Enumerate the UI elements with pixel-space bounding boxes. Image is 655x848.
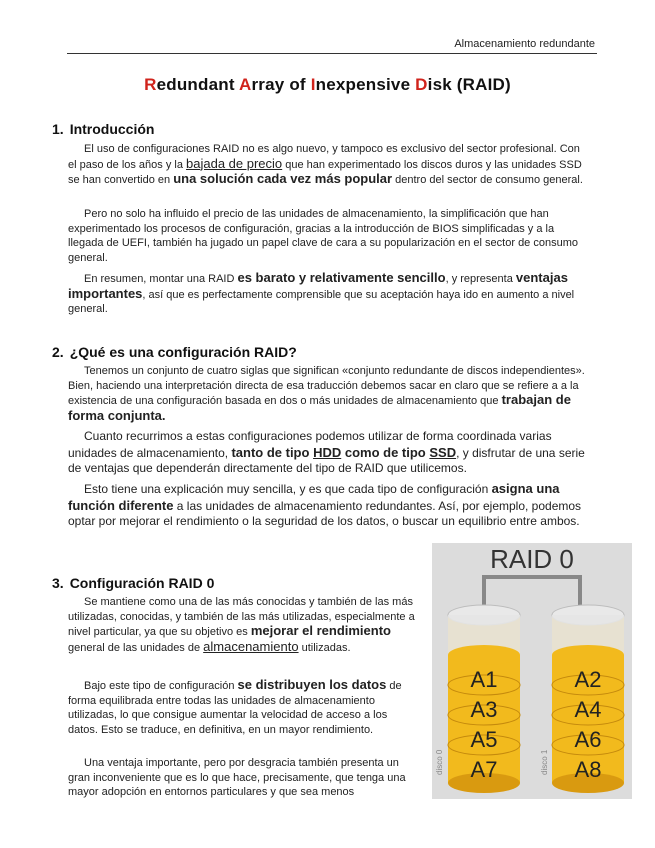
text-run: Esto tiene una explicación muy sencilla, y es que cada tipo de configuración — [84, 482, 492, 496]
paragraph — [68, 207, 590, 265]
text-run: En resumen, montar una RAID — [84, 273, 238, 285]
section-heading: 2. ¿Qué es una configuración RAID? — [52, 344, 297, 360]
block-label: A4 — [574, 697, 602, 722]
disk-label: disco 0 — [435, 749, 444, 775]
underlined-text: almacenamiento — [203, 638, 299, 654]
paragraph — [68, 142, 590, 188]
header-rule — [67, 53, 597, 54]
paragraph — [68, 271, 590, 317]
emphasis: ventajas importantes — [68, 270, 568, 301]
text-run: a las unidades de almacenamiento redundantes. Así, por ejemplo, podemos optar por mejorar el rendimiento o la seguridad de los datos, o buscar un equilibrio entre ambos. — [68, 498, 582, 529]
raid0-diagram — [432, 543, 632, 799]
title-initial: R — [144, 75, 157, 94]
block-label: A7 — [470, 757, 498, 782]
figure-title: RAID 0 — [490, 544, 574, 574]
block-label: A5 — [470, 727, 498, 752]
text-run: que han experimentado los discos duros y las unidades SSD se han convertido en — [68, 158, 582, 187]
emphasis: SSD — [429, 444, 457, 460]
section-heading: 3. Configuración RAID 0 — [52, 575, 215, 591]
title-initial: A — [238, 75, 252, 94]
title-text: isk (RAID) — [427, 75, 511, 94]
title-initial: D — [415, 75, 428, 94]
disk-1 — [540, 605, 624, 793]
block-label: A2 — [574, 667, 602, 692]
block-label: A6 — [574, 727, 602, 752]
disk-label: disco 1 — [540, 749, 549, 775]
emphasis: tanto de tipo — [231, 444, 314, 460]
text-run: Una ventaja importante, pero por desgracia también presenta un gran inconveniente que es lo que hace, precisamente, que tenga una mayor adopción en entornos particulares y que sea menos — [68, 757, 406, 799]
emphasis: como de tipo — [341, 444, 430, 460]
paragraph — [68, 756, 420, 800]
section-heading: 1. Introducción — [52, 121, 155, 137]
text-run: Se mantiene como una de las más conocidas y también de las más utilizadas, conocidas, y también de las más utilizadas, especialmente a nivel particular, ya que su objetivo es — [68, 596, 415, 639]
text-run: Bajo este tipo de configuración — [84, 680, 238, 692]
text-run: Cuanto recurrimos a estas configuraciones podemos utilizar de forma coordinada varias unidades de almacenamiento, — [68, 429, 552, 460]
block-label: A8 — [574, 757, 602, 782]
emphasis: una solución cada vez más popular — [173, 171, 393, 187]
disk-stripe — [552, 645, 624, 665]
emphasis: trabajan de forma conjunta. — [68, 392, 571, 423]
title-initial: I — [310, 75, 316, 94]
paragraph — [68, 429, 590, 477]
text-run: Tenemos un conjunto de cuatro siglas que significan «conjunto redundante de discos independientes». Bien, haciendo una interpretación directa de esa traducción debemos sacar en claro que se refiere a a la existencia de una configuración basada en dos o más unidades de almacenamiento que — [68, 365, 585, 408]
text-run: , así que es perfectamente comprensible que su aceptación haya ido en aumento a nivel general. — [68, 288, 575, 316]
text-run: El uso de configuraciones RAID no es algo nuevo, y tampoco es exclusivo del sector profesional. Con el paso de los años y la — [68, 143, 580, 171]
emphasis: asigna una función diferente — [68, 481, 560, 513]
page-header-text: Almacenamiento redundante — [454, 38, 595, 50]
paragraph — [68, 595, 420, 655]
block-label: A1 — [470, 667, 498, 692]
disk-stripe — [448, 645, 520, 665]
text-run: de forma equilibrada entre todas las unidades de almacenamiento utilizadas, lo que consigue aumentar la velocidad de acceso a los datos. Esto se traduce, en definitiva, en un mayor rendimiento. — [68, 680, 402, 736]
emphasis: se distribuyen los datos — [237, 677, 387, 692]
underlined-text: bajada de precio — [186, 155, 283, 171]
text-run: Pero no solo ha influido el precio de las unidades de almacenamiento, la simplificación que han experimentado los procesos de configuración, gracias a la introducción de BIOS simplificadas y a la llegada de UEFI, también ha jugado un papel clave de cara a su popularización en el sector de consumo general. — [68, 208, 578, 264]
document-title — [0, 75, 655, 95]
title-text: nexpensive — [315, 75, 416, 94]
paragraph — [68, 481, 590, 530]
text-run: general de las unidades de — [68, 641, 204, 654]
text-run: dentro del sector de consumo general. — [392, 174, 583, 187]
title-text: edundant — [156, 75, 239, 94]
text-run: utilizadas. — [298, 641, 351, 654]
emphasis: HDD — [313, 444, 342, 460]
paragraph — [68, 678, 420, 737]
paragraph — [68, 364, 590, 424]
text-run: , y disfrutar de una serie de ventajas que dependerán directamente del tipo de RAID que utilicemos. — [68, 445, 585, 476]
text-run: , y representa — [445, 273, 516, 285]
block-label: A3 — [470, 697, 498, 722]
emphasis: es barato y relativamente sencillo — [237, 270, 446, 285]
emphasis: mejorar el rendimiento — [250, 623, 391, 639]
title-text: rray of — [251, 75, 311, 94]
